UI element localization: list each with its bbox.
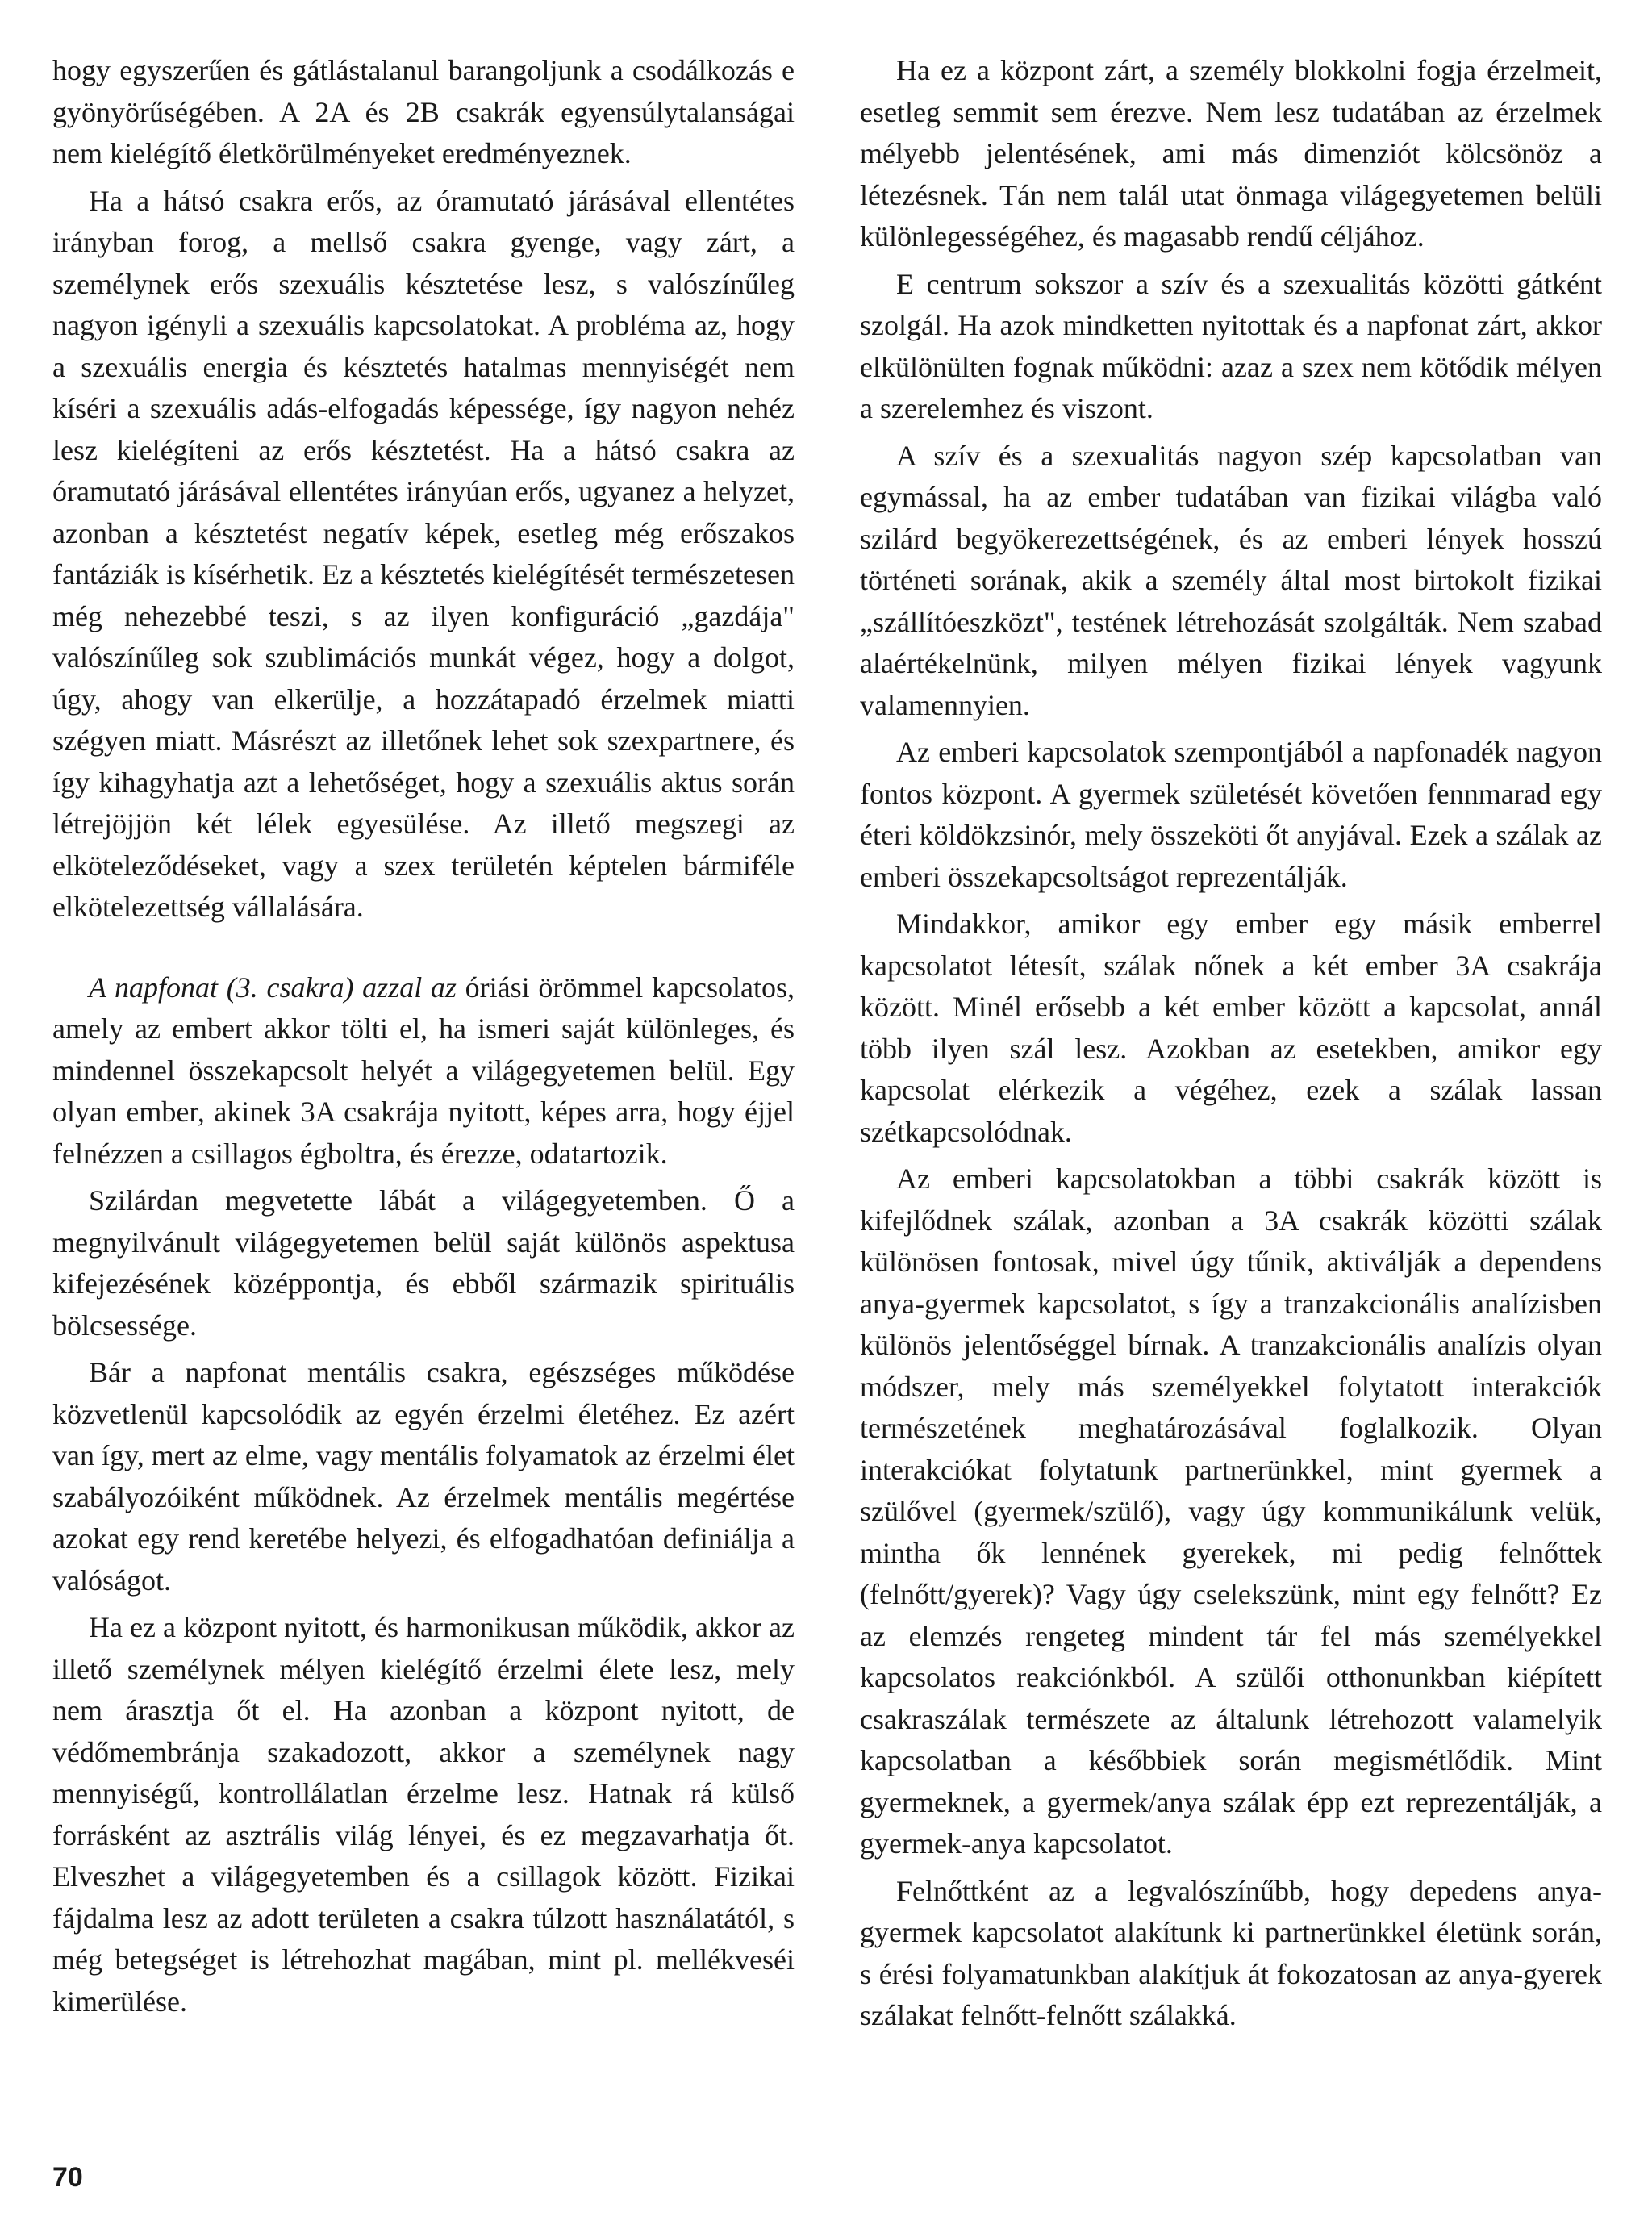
paragraph: A szív és a szexualitás nagyon szép kapcsolatban van egymással, ha az ember tudatában van fizikai világba való szilárd begyökerezettségének, és az emberi lények hosszú történeti sorának, akik a személy által most birtokolt fizikai „szállítóeszközt", testének létrehozását szolgálták. Nem szabad alaértékelnünk, milyen mélyen fizikai lények vagyunk valamennyien. (860, 439, 1602, 721)
paragraph: Az emberi kapcsolatok szempontjából a napfonadék nagyon fontos központ. A gyermek születését követően fennmarad egy éteri köldökzsinór, mely összeköti őt anyjával. Ezek a szálak az emberi összekapcsoltságot reprezentálják. (860, 736, 1602, 893)
paragraph: Ha a hátsó csakra erős, az óramutató járásával ellentétes irányban forog, a mellső csakra gyenge, vagy zárt, a személynek erős szexuális késztetése lesz, s valószínűleg nagyon igényli a szexuális kapcsolatokat. A probléma az, hogy a szexuális energia és késztetés hatalmas mennyiségét nem kíséri a szexuális adás-elfogadás képessége, így nagyon nehéz lesz kielégíteni az erős késztetést. Ha a hátsó csakra az óramutató járásával ellentétes irányúan erős, ugyanez a helyzet, azonban a késztetést negatív képek, esetleg még erőszakos fantáziák is kísérhetik. Ez a késztetés kielégítését természetesen még nehezebbé teszi, s az ilyen konfiguráció „gazdája" valószínűleg sok szublimációs munkát végez, hogy a dolgot, úgy, ahogy van elkerülje, a hozzátapadó érzelmek miatti szégyen miatt. Másrészt az illetőnek lehet sok szexpartnere, és így kihagyhatja azt a lehetőséget, hogy a szexuális aktus során létrejöjjön két lélek egyesülése. Az illető megszegi az elköteleződéseket, vagy a szex területén képtelen bármiféle elkötelezettség vállalására. (52, 184, 795, 923)
paragraph: Bár a napfonat mentális csakra, egészséges működése közvetlenül kapcsolódik az egyén érzelmi életéhez. Ez azért van így, mert az elme, vagy mentális folyamatok az érzelmi élet szabályozóiként működnek. Az érzelmek mentális megértése azokat egy rend keretébe helyezi, és elfogadhatóan definiálja a valóságot. (52, 1356, 795, 1597)
paragraph: Ha ez a központ nyitott, és harmonikusan működik, akkor az illető személynek mélyen kielégítő érzelmi élete lesz, mely nem árasztja őt el. Ha azonban a központ nyitott, de védőmembránja szakadozott, akkor a személynek nagy mennyiségű, kontrollálatlan érzelme lesz. Hatnak rá külső forrásként az asztrális világ lényei, és ez megzavarhatja őt. Elveszhet a világegyetemben és a csillagok között. Fizikai fájdalma lesz az adott területen a csakra túlzott használatától, s még betegséget is létrehozhat magában, mint pl. mellékveséi kimerülése. (52, 1611, 795, 2018)
paragraph: Szilárdan megvetette lábát a világegyetemben. Ő a megnyilvánult világegyetemen belül saját különös aspektusa kifejezésének középpontja, és ebből származik spirituális bölcsessége. (52, 1184, 795, 1342)
page-number: 70 (52, 2162, 83, 2193)
paragraph: Az emberi kapcsolatokban a többi csakrák között is kifejlődnek szálak, azonban a 3A csakrák közötti szálak különösen fontosak, mivel úgy tűnik, aktiválják a dependens anya-gyermek kapcsolatot, s így a tranzakcionális analízisben különös jelentőséggel bírnak. A tranzakcionális analízis olyan módszer, mely más személyekkel folytatott interakciók természetének meghatározásával foglalkozik. Olyan interakciókat folytatunk partnerünkkel, mint gyermek a szülővel (gyermek/szülő), vagy úgy kommunikálunk velük, mintha ők lennének gyerekek, mi pedig felnőttek (felnőtt/gyerek)? Vagy úgy cselekszünk, mint egy felnőtt? Ez az elemzés rengeteg mindent tár fel más személyekkel kapcsolatos reakciónkból. A szülői otthonunkban kiépített csakraszálak természete az általunk létrehozott valamelyik kapcsolatban a későbbiek során megismétlődik. Mint gyermeknek, a gyermek/anya szálak épp ezt reprezentálják, a gyermek-anya kapcsolatot. (860, 1163, 1602, 1860)
paragraph: Ha ez a központ zárt, a személy blokkolni fogja érzelmeit, esetleg semmit sem érezve. Nem lesz tudatában az érzelmek mélyebb jelentésének, ami más dimenziót kölcsönöz a létezésnek. Tán nem talál utat önmaga világegyetemen belüli különlegességéhez, és magasabb rendű céljához. (860, 54, 1602, 253)
lead-italic-phrase: A napfonat (3. csakra) azzal az (89, 970, 457, 1004)
left-column (52, 50, 795, 2028)
right-column (860, 50, 1602, 2043)
paragraph: Mindakkor, amikor egy ember egy másik emberrel kapcsolatot létesít, szálak nőnek a két ember 3A csakrája között. Minél erősebb a két ember között a kapcsolat, annál több ilyen szál lesz. Azokban az esetekben, amikor egy kapcsolat elérkezik a végéhez, ezek a szálak lassan szétkapcsolódnak. (860, 908, 1602, 1148)
paragraph: hogy egyszerűen és gátlástalanul barangoljunk a csodálkozás e gyönyörűségében. A 2A és 2B csakrák egyensúlytalanságai nem kielégítő életkörülményeket eredményeznek. (52, 54, 795, 169)
paragraph: E centrum sokszor a szív és a szexualitás közötti gátként szolgál. Ha azok mindketten nyitottak és a napfonat zárt, akkor elkülönülten fognak működni: azaz a szex nem kötődik mélyen a szerelemhez és viszont. (860, 267, 1602, 424)
lead-paragraph-text: óriási örömmel kapcsolatos, amely az embert akkor tölti el, ha ismeri saját különleges, és mindennel összekapcsolt helyét a világegyetemen belül. Egy olyan ember, akinek 3A csakrája nyitott, képes arra, hogy éjjel felnézzen a csillagos égboltra, és érezze, odatartozik. (52, 970, 795, 1170)
lead-paragraph (52, 967, 795, 1175)
paragraph: Felnőttként az a legvalószínűbb, hogy depedens anya-gyermek kapcsolatot alakítunk ki partnerünkkel életünk során, s érési folyamatunkban alakítjuk át fokozatosan az anya-gyerek szálakat felnőtt-felnőtt szálakká. (860, 1874, 1602, 2031)
